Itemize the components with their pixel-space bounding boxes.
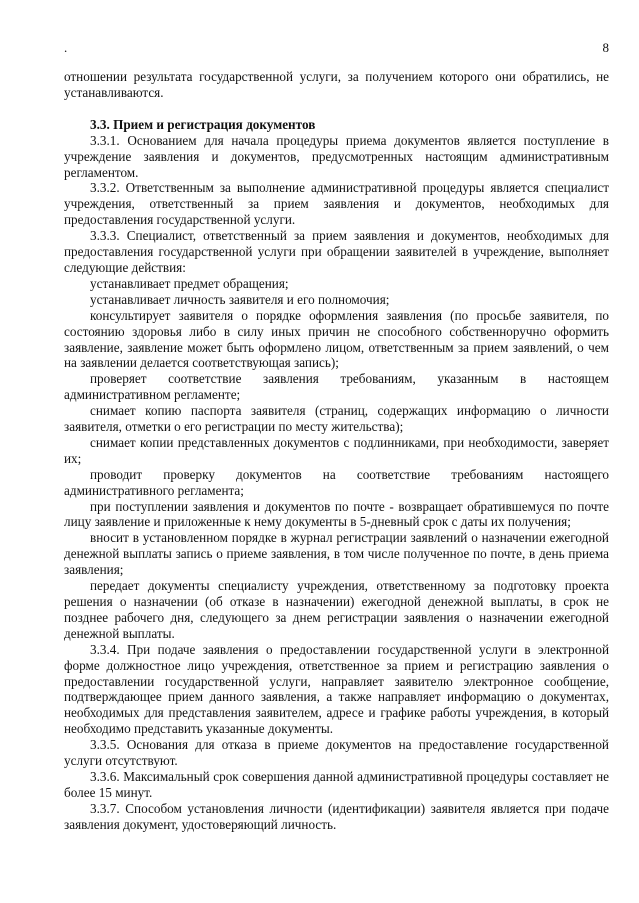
paragraph-3-3-7: 3.3.7. Способом установления личности (идентификации) заявителя является при подаче заявления документ, удостоверяющий личность.	[64, 800, 609, 832]
paragraph-3-3-6: 3.3.6. Максимальный срок совершения данной административной процедуры составляет не более 15 минут.	[64, 768, 609, 800]
list-item: вносит в установленном порядке в журнал регистрации заявлений о назначении ежегодной денежной выплаты запись о приеме заявления, в том числе полученное по почте, в день приема заявления;	[64, 530, 609, 578]
paragraph-3-3-2: 3.3.2. Ответственным за выполнение административной процедуры является специалист учреждения, ответственный за прием заявления и документов, необходимых для предоставления государственной услуги.	[64, 180, 609, 228]
paragraph-3-3-5: 3.3.5. Основания для отказа в приеме документов на предоставление государственной услуги отсутствуют.	[64, 737, 609, 769]
list-item: устанавливает предмет обращения;	[90, 275, 289, 291]
list-item: снимает копии представленных документов с подлинниками, при необходимости, заверяет их;	[64, 434, 609, 466]
page-number: 8	[602, 40, 609, 55]
section-title: 3.3. Прием и регистрация документов	[90, 116, 316, 132]
list-item: проводит проверку документов на соответствие требованиям настоящего административного регламента;	[64, 466, 609, 498]
list-item: снимает копию паспорта заявителя (страниц, содержащих информацию о личности заявителя, отметки о его регистрации по месту жительства);	[64, 403, 609, 435]
paragraph-3-3-1: 3.3.1. Основанием для начала процедуры приема документов является поступление в учреждение заявления и документов, предусмотренных настоящим административным регламентом.	[64, 132, 609, 180]
list-item: проверяет соответствие заявления требованиям, указанным в настоящем административном регламенте;	[64, 371, 609, 403]
intro-paragraph: отношении результата государственной услуги, за получением которого они обратились, не устанавливаются.	[64, 69, 609, 100]
list-item: консультирует заявителя о порядке оформления заявления (по просьбе заявителя, по состоянию здоровья либо в силу иных причин не способного собственноручно оформить заявление, заявление может быть оформлено лицом, ответственным за прием заявлений, о чем на заявлении делается соответствующая запись);	[64, 307, 609, 371]
list-item: передает документы специалисту учреждения, ответственному за подготовку проекта решения о назначении (об отказе в назначении) ежегодной денежной выплаты, в срок не позднее рабочего дня, следующего за днем регистрации заявления о назначении ежегодной денежной выплаты.	[64, 578, 609, 641]
paragraph-3-3-4: 3.3.4. При подаче заявления о предоставлении государственной услуги в электронной форме должностное лицо учреждения, ответственное за прием и регистрацию заявления о предоставлении государственной услуги, направляет заявителю электронное сообщение, подтверждающее прием данного заявления, а также направляет информацию о документах, необходимых для представления заявителем, адресе и графике работы учреждения, в который необходимо представить указанные документы.	[64, 641, 609, 737]
corner-mark: .	[64, 40, 68, 55]
list-item: устанавливает личность заявителя и его полномочия;	[90, 291, 390, 307]
document-body	[64, 69, 609, 833]
paragraph-3-3-3: 3.3.3. Специалист, ответственный за прием заявления и документов, необходимых для предоставления государственной услуги при обращении заявителей в учреждение, выполняет следующие действия:	[64, 228, 609, 275]
list-item: при поступлении заявления и документов по почте - возвращает обратившемуся по почте лицу заявление и приложенные к нему документы в 5-дневный срок с даты их получения;	[64, 498, 609, 530]
